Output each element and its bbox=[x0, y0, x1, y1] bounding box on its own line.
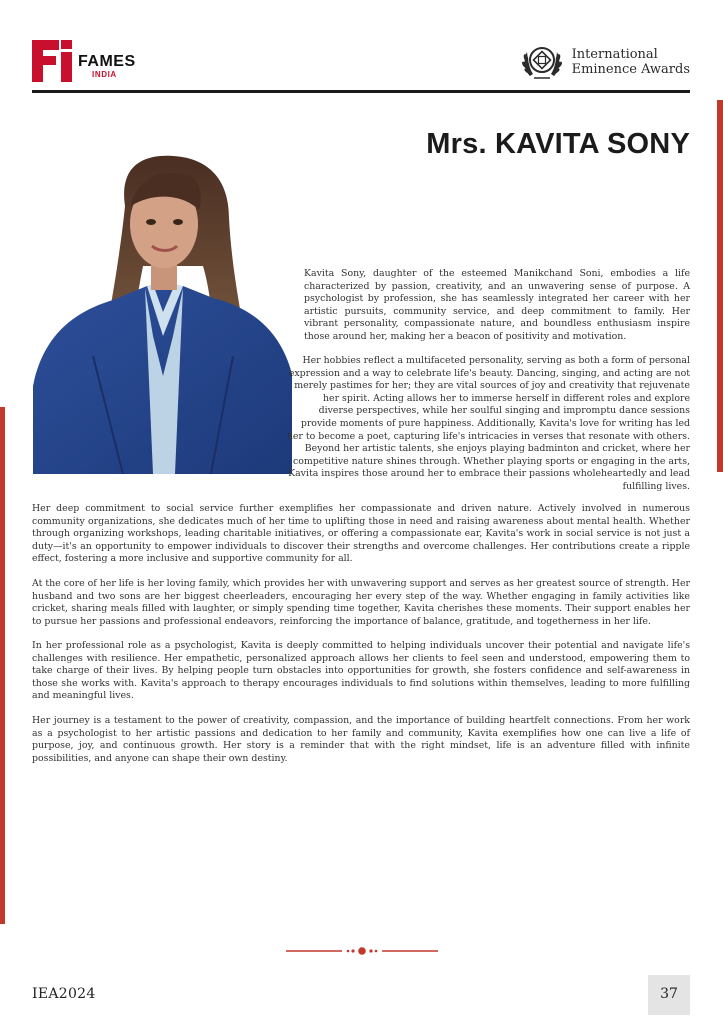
right-accent-bar bbox=[717, 100, 723, 472]
page-number: 37 bbox=[660, 986, 678, 1002]
page-title: Mrs. KAVITA SONY bbox=[426, 128, 690, 160]
brand-text bbox=[78, 54, 136, 79]
ornament-divider bbox=[286, 945, 438, 957]
page-header bbox=[32, 40, 690, 92]
bio-paragraph-4: At the core of her life is her loving family, which provides her with unwavering support and serves as her greatest source of strength. Her husband and two sons are her biggest cheerleaders, encouraging her every step of the way. Whether engaging in family activities like cricket, sharing meals filled with laughter, or simply spending time together, Kavita cherishes these moments. Their support enables her to pursue her passions and professional endeavors, reinforcing the importance of balance, gratitude, and togetherness in her life. bbox=[32, 578, 690, 627]
edition-label: IEA2024 bbox=[32, 986, 96, 1002]
award-title bbox=[572, 47, 690, 77]
award-logo bbox=[520, 40, 690, 84]
award-line-2: Eminence Awards bbox=[571, 62, 690, 77]
bio-paragraph-3: Her deep commitment to social service further exemplifies her compassionate and driven nature. Actively involved in numerous community organizations, she dedicates much of her time to uplifting those in need and raising awareness about mental health. Whether through organizing workshops, leading charitable initiatives, or offering a compassionate ear, Kavita's work in social service is not just a duty—it's an opportunity to empower individuals to discover their strengths and overcome challenges. Her contributions create a ripple effect, fostering a more inclusive and supportive community for all. bbox=[32, 503, 690, 565]
bio-paragraph-5: In her professional role as a psychologist, Kavita is deeply committed to helping individuals uncover their potential and navigate life's challenges with resilience. Her empathetic, personalized approach allows her clients to feel seen and understood, empowering them to take charge of their lives. By helping people turn obstacles into opportunities for growth, she fosters confidence and self-awareness in those she works with. Kavita's approach to therapy encourages individuals to find solutions within themselves, leading to more fulfilling and meaningful lives. bbox=[32, 640, 690, 702]
fi-logo-icon bbox=[32, 40, 75, 82]
laurel-emblem-icon bbox=[520, 40, 564, 84]
bio-paragraph-1: Kavita Sony, daughter of the esteemed Manikchand Soni, embodies a life characterized by passion, creativity, and an unwavering sense of purpose. A psychologist by profession, she has seamlessly integrated her career with her artistic pursuits, community service, and deep commitment to family. Her vibrant personality, compassionate nature, and boundless enthusiasm inspire those around her, making her a beacon of positivity and motivation. bbox=[304, 268, 690, 342]
left-accent-bar bbox=[0, 407, 5, 924]
award-line-1: International bbox=[571, 47, 658, 62]
fames-india-logo bbox=[32, 40, 136, 84]
brand-name: FAMES bbox=[78, 53, 136, 70]
bio-paragraph-6: Her journey is a testament to the power of creativity, compassion, and the importance of building heartfelt connections. From her work as a psychologist to her artistic passions and dedication to her family and community, Kavita exemplifies how one can live a life of purpose, joy, and continuous growth. Her story is a reminder that with the right mindset, life is an adventure filled with infinite possibilities, and anyone can shape their own destiny. bbox=[32, 715, 690, 764]
portrait-photo bbox=[33, 136, 292, 474]
page-number-box bbox=[648, 975, 690, 1015]
bio-paragraph-2: Her hobbies reflect a multifaceted personality, serving as both a form of personal expression and a way to celebrate life's beauty. Dancing, singing, and acting are not merely pastimes for her; they are vital sources of joy and creativity that rejuvenate her spirit. Acting allows her to immerse herself in different roles and explore diverse perspectives, while her soulful singing and impromptu dance sessions provide moments of pure happiness. Additionally, Kavita's love for writing has led her to become a poet, capturing life's intricacies in verses that resonate with others. Beyond her artistic talents, she enjoys playing badminton and cricket, where her competitive nature shines through. Whether playing sports or engaging in the arts, Kavita inspires those around her to embrace their passions wholeheartedly and lead fulfilling lives. bbox=[286, 355, 690, 492]
brand-sub: INDIA bbox=[92, 70, 117, 79]
header-divider bbox=[32, 90, 690, 93]
